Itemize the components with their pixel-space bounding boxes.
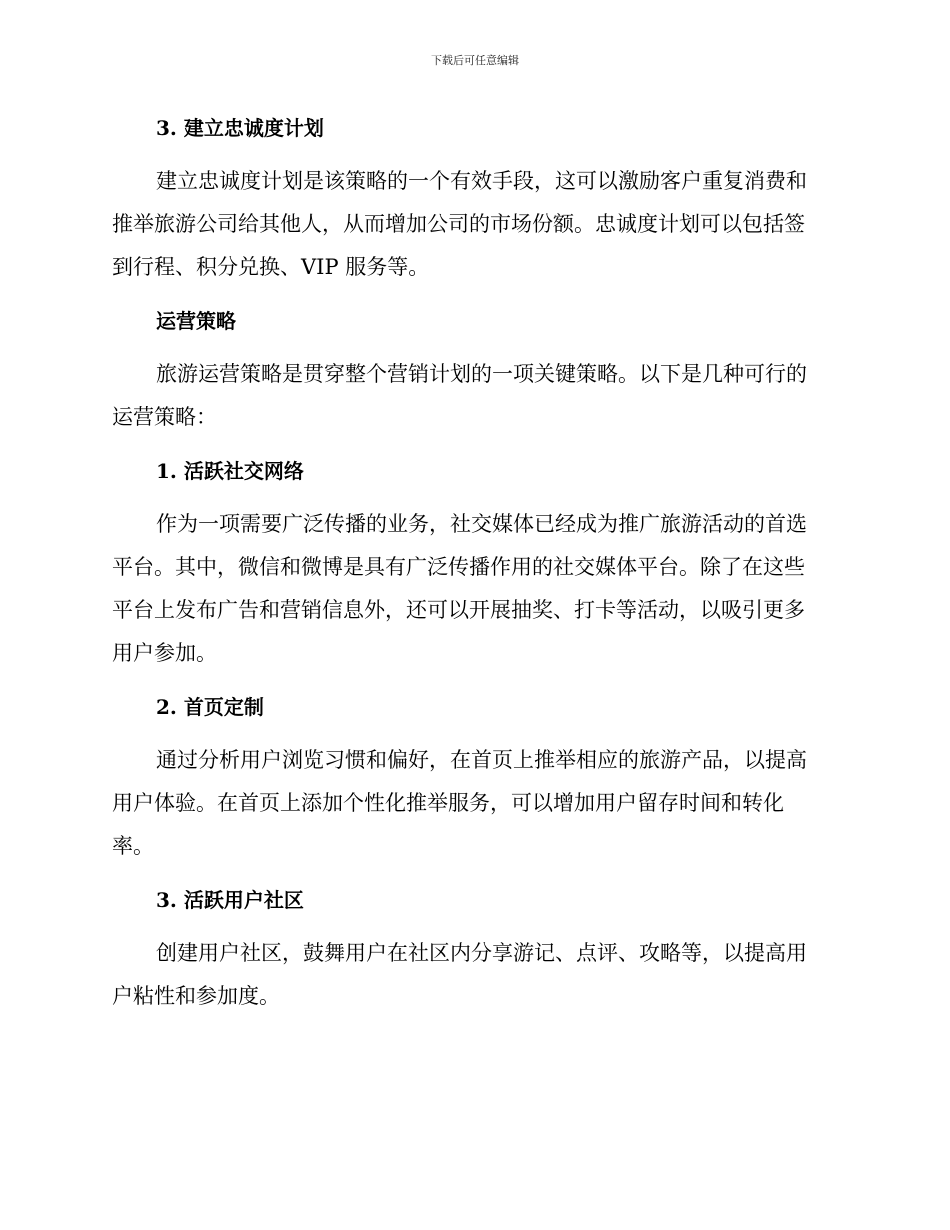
page-header-note: 下载后可任意编辑 — [431, 54, 519, 67]
section-heading: 2. 首页定制 — [156, 695, 264, 719]
section-paragraph — [112, 160, 832, 289]
section-paragraph — [112, 739, 832, 868]
paragraph-line: 旅游运营策略是贯穿整个营销计划的一项关键策略。以下是几种可行的 — [156, 362, 807, 386]
paragraph-line: 到行程、积分兑换、VIP 服务等。 — [112, 255, 430, 279]
document-body — [112, 108, 832, 1030]
paragraph-line: 建立忠诚度计划是该策略的一个有效手段，这可以激励客户重复消费和 — [156, 169, 807, 193]
paragraph-line: 户粘性和参加度。 — [112, 984, 280, 1008]
paragraph-line: 运营策略： — [112, 405, 217, 429]
paragraph-line: 作为一项需要广泛传播的业务，社交媒体已经成为推广旅游活动的首选 — [156, 512, 807, 536]
paragraph-line: 用户参加。 — [112, 641, 217, 665]
section-paragraph — [112, 353, 832, 439]
paragraph-line: 平台。其中，微信和微博是具有广泛传播作用的社交媒体平台。除了在这些 — [112, 555, 805, 579]
section-heading: 1. 活跃社交网络 — [156, 459, 304, 483]
section-paragraph — [112, 503, 832, 675]
section-heading: 3. 活跃用户社区 — [156, 888, 304, 912]
paragraph-line: 创建用户社区，鼓舞用户在社区内分享游记、点评、攻略等，以提高用 — [156, 941, 807, 965]
section-heading: 3. 建立忠诚度计划 — [156, 116, 324, 140]
paragraph-line: 平台上发布广告和营销信息外，还可以开展抽奖、打卡等活动，以吸引更多 — [112, 598, 805, 622]
paragraph-line: 率。 — [112, 834, 154, 858]
paragraph-line: 推举旅游公司给其他人，从而增加公司的市场份额。忠诚度计划可以包括签 — [112, 212, 805, 236]
paragraph-line: 通过分析用户浏览习惯和偏好，在首页上推举相应的旅游产品，以提高 — [156, 748, 807, 772]
section-heading: 运营策略 — [156, 309, 236, 333]
paragraph-line: 用户体验。在首页上添加个性化推举服务，可以增加用户留存时间和转化 — [112, 791, 784, 815]
section-paragraph — [112, 932, 832, 1018]
